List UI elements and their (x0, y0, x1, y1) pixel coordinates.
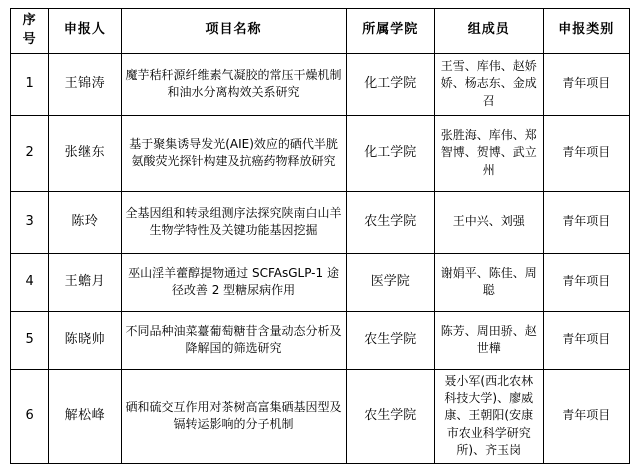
cell-college: 化工学院 (346, 53, 434, 115)
cell-applicant: 王锦涛 (49, 53, 121, 115)
table-body (11, 53, 630, 463)
project-declaration-table (10, 8, 630, 464)
cell-project-title: 魔芋秸秆源纤维素气凝胶的常压干燥机制和油水分离构效关系研究 (121, 53, 346, 115)
cell-seq: 2 (11, 115, 49, 191)
cell-members: 谢娟平、陈佳、周聪 (435, 253, 544, 311)
table-row (11, 53, 630, 115)
cell-members: 王雪、库伟、赵娇娇、杨志东、金成召 (435, 53, 544, 115)
cell-college: 农生学院 (346, 369, 434, 463)
cell-applicant: 陈玲 (49, 191, 121, 253)
cell-project-title: 巫山淫羊藿醇提物通过 SCFAsGLP-1 途径改善 2 型糖尿病作用 (121, 253, 346, 311)
cell-seq: 6 (11, 369, 49, 463)
cell-seq: 5 (11, 311, 49, 369)
cell-project-title: 全基因组和转录组测序法探究陕南白山羊生物学特性及关键功能基因挖掘 (121, 191, 346, 253)
table-header (11, 9, 630, 54)
column-header-members: 组成员 (435, 9, 544, 54)
cell-members: 王中兴、刘强 (435, 191, 544, 253)
cell-seq: 3 (11, 191, 49, 253)
cell-seq: 4 (11, 253, 49, 311)
cell-applicant: 陈晓帅 (49, 311, 121, 369)
cell-type: 青年项目 (543, 53, 629, 115)
cell-type: 青年项目 (543, 115, 629, 191)
column-header-applicant: 申报人 (49, 9, 121, 54)
cell-type: 青年项目 (543, 191, 629, 253)
cell-college: 农生学院 (346, 191, 434, 253)
column-header-project-title: 项目名称 (121, 9, 346, 54)
column-header-type: 申报类别 (543, 9, 629, 54)
cell-college: 医学院 (346, 253, 434, 311)
table-row (11, 253, 630, 311)
table-row (11, 191, 630, 253)
cell-applicant: 解松峰 (49, 369, 121, 463)
cell-college: 化工学院 (346, 115, 434, 191)
cell-applicant: 张继东 (49, 115, 121, 191)
table-row (11, 369, 630, 463)
cell-type: 青年项目 (543, 369, 629, 463)
cell-members: 陈芳、周田骄、赵世樺 (435, 311, 544, 369)
cell-type: 青年项目 (543, 311, 629, 369)
cell-project-title: 不同品种油菜薹葡萄糖苷含量动态分析及降解国的筛选研究 (121, 311, 346, 369)
cell-applicant: 王蟾月 (49, 253, 121, 311)
cell-project-title: 基于聚集诱导发光(AIE)效应的硒代半胱氨酸荧光探针构建及抗癌药物释放研究 (121, 115, 346, 191)
cell-members: 张胜海、库伟、郑智博、贺博、武立州 (435, 115, 544, 191)
column-header-college: 所属学院 (346, 9, 434, 54)
table-header-row (11, 9, 630, 54)
cell-type: 青年项目 (543, 253, 629, 311)
column-header-seq-line1: 序 (22, 13, 37, 28)
table-row (11, 115, 630, 191)
cell-college: 农生学院 (346, 311, 434, 369)
column-header-seq-line2: 号 (22, 31, 37, 47)
table-row (11, 311, 630, 369)
cell-project-title: 硒和硫交互作用对茶树高富集硒基因型及镉转运影响的分子机制 (121, 369, 346, 463)
cell-seq: 1 (11, 53, 49, 115)
column-header-seq (11, 9, 49, 54)
cell-members: 聂小军(西北农林科技大学)、廖威康、王朝阳(安康市农业科学研究所)、齐玉岗 (435, 369, 544, 463)
